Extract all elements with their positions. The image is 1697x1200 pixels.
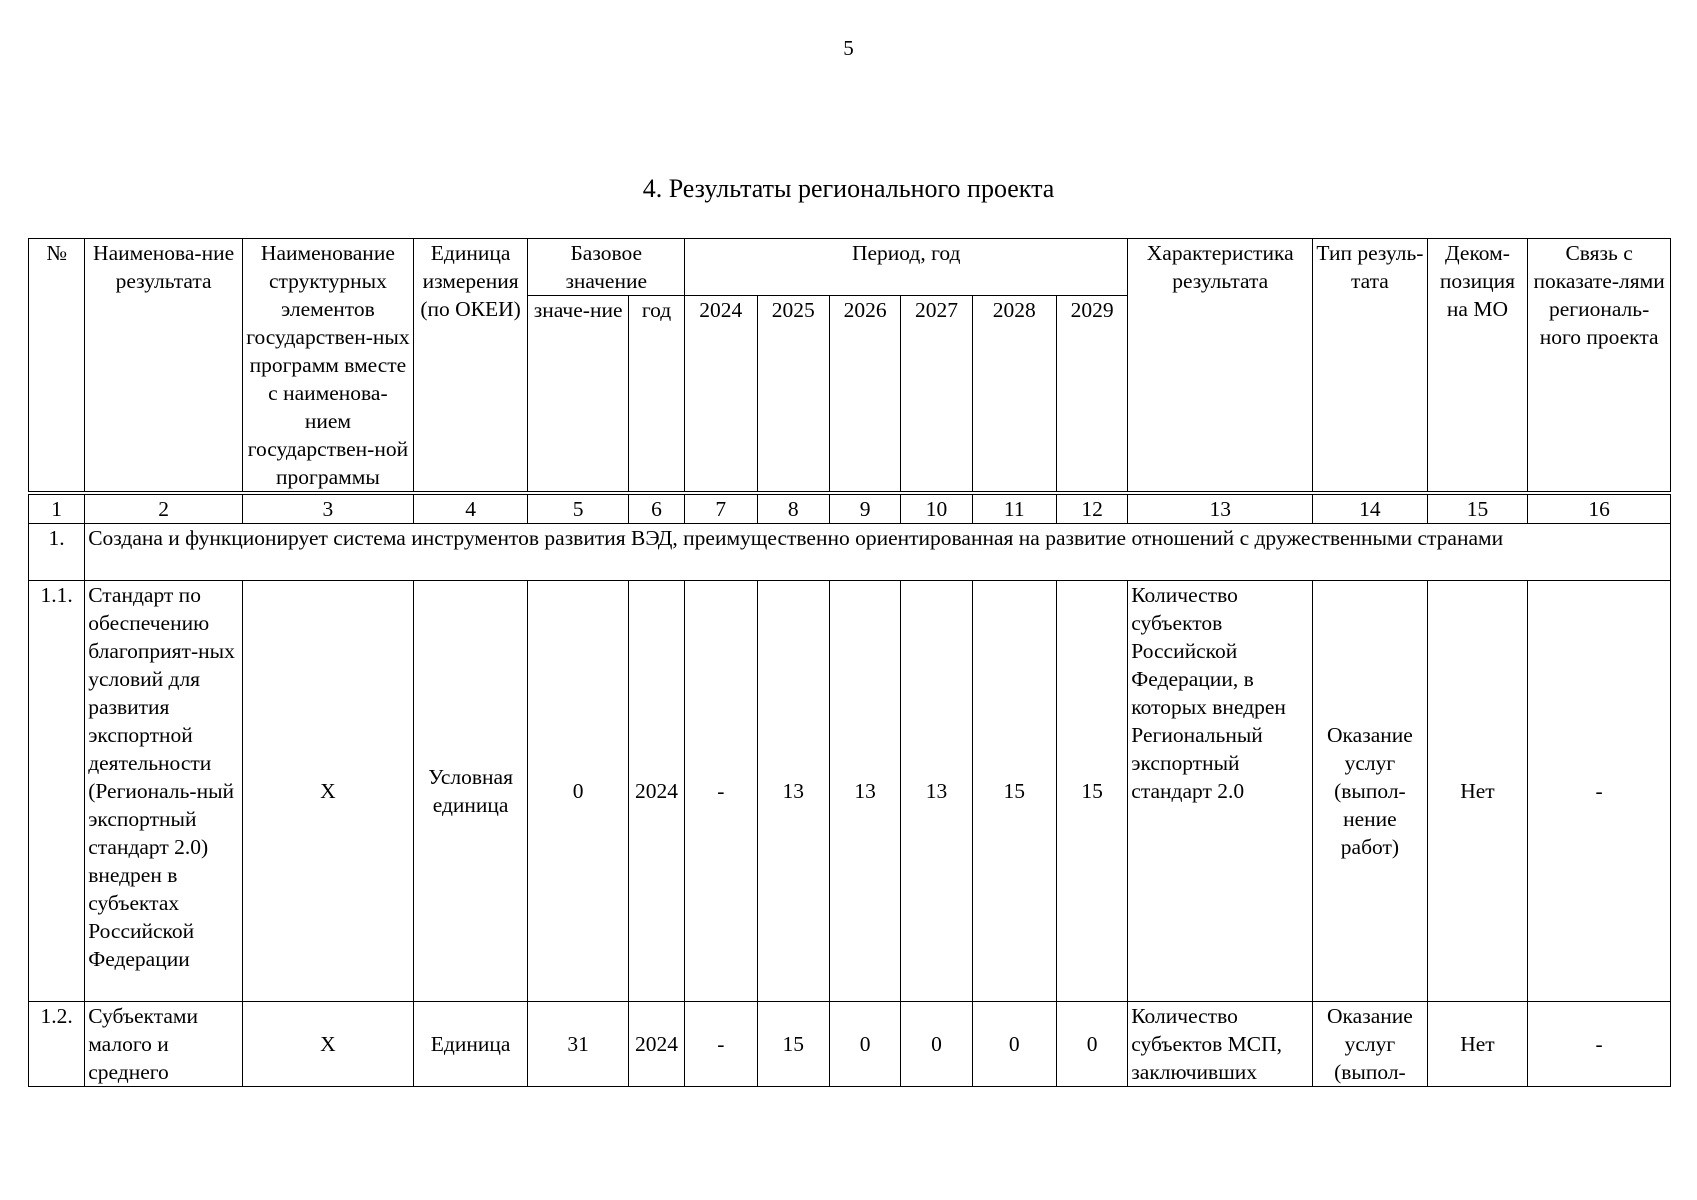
header-year: 2029 [1056,296,1127,494]
value-2025: 15 [757,1002,829,1087]
base-value: 31 [528,1002,629,1087]
section-number: 1. [29,524,85,581]
header-year: 2027 [901,296,972,494]
column-number: 6 [628,493,684,524]
column-number: 1 [29,493,85,524]
value-2024: - [685,1002,757,1087]
value-2029: 0 [1056,1002,1127,1087]
value-2025: 13 [757,581,829,1002]
header-unit: Единица измерения (по ОКЕИ) [413,239,528,494]
column-number: 3 [243,493,414,524]
column-number: 9 [829,493,900,524]
table-row [29,581,1671,1002]
header-characteristic: Характеристика результата [1128,239,1313,494]
decomposition: Нет [1427,581,1528,1002]
value-2026: 13 [829,581,900,1002]
indicator-link: - [1528,581,1671,1002]
row-number: 1.1. [29,581,85,1002]
header-result-type: Тип резуль-тата [1313,239,1428,494]
structural-element: X [243,581,414,1002]
results-table [28,238,1671,1087]
unit: Условная единица [413,581,528,1002]
column-number: 11 [972,493,1056,524]
column-number: 14 [1313,493,1428,524]
header-structural-elements: Наименование структурных элементов государствен-ных программ вместе с наименова-нием государствен-ной программы [243,239,414,494]
column-number: 2 [85,493,243,524]
column-number: 16 [1528,493,1671,524]
value-2028: 0 [972,1002,1056,1087]
base-year: 2024 [628,1002,684,1087]
result-name: Субъектами малого и среднего [85,1002,243,1087]
header-result-name: Наименова-ние результата [85,239,243,494]
value-2028: 15 [972,581,1056,1002]
value-2027: 0 [901,1002,972,1087]
column-numbers-row [29,493,1671,524]
header-base-value-value: значе-ние [528,296,629,494]
column-number: 10 [901,493,972,524]
base-year: 2024 [628,581,684,1002]
result-characteristic: Количество субъектов МСП, заключивших [1128,1002,1313,1087]
decomposition: Нет [1427,1002,1528,1087]
result-name: Стандарт по обеспечению благоприят-ных условий для развития экспортной деятельности (Региональ-ный экспортный стандарт 2.0) внедрен в субъектах Российской Федерации [85,581,243,1002]
section-heading: Создана и функционирует система инструментов развития ВЭД, преимущественно ориентированная на развитие отношений с дружественными странами [85,524,1671,581]
header-year: 2028 [972,296,1056,494]
header-period: Период, год [685,239,1128,296]
section-title: 4. Результаты регионального проекта [642,174,1055,203]
table-row [29,1002,1671,1087]
page-number: 5 [843,36,854,60]
section-row [29,524,1671,581]
header-no: № [29,239,85,494]
header-base-value-year: год [628,296,684,494]
unit: Единица [413,1002,528,1087]
header-year: 2024 [685,296,757,494]
value-2029: 15 [1056,581,1127,1002]
value-2024: - [685,581,757,1002]
column-number: 4 [413,493,528,524]
header-decomposition: Деком-позиция на МО [1427,239,1528,494]
header-base-value: Базовое значение [528,239,685,296]
header-year: 2026 [829,296,900,494]
column-number: 5 [528,493,629,524]
base-value: 0 [528,581,629,1002]
result-type: Оказание услуг (выпол- [1313,1002,1428,1087]
value-2026: 0 [829,1002,900,1087]
value-2027: 13 [901,581,972,1002]
result-type: Оказание услуг (выпол-нение работ) [1313,581,1428,1002]
header-link: Связь с показате-лями региональ-ного проекта [1528,239,1671,494]
column-number: 12 [1056,493,1127,524]
column-number: 13 [1128,493,1313,524]
column-number: 15 [1427,493,1528,524]
column-number: 7 [685,493,757,524]
indicator-link: - [1528,1002,1671,1087]
result-characteristic: Количество субъектов Российской Федерации, в которых внедрен Региональный экспортный стандарт 2.0 [1128,581,1313,1002]
structural-element: X [243,1002,414,1087]
column-number: 8 [757,493,829,524]
row-number: 1.2. [29,1002,85,1087]
header-year: 2025 [757,296,829,494]
